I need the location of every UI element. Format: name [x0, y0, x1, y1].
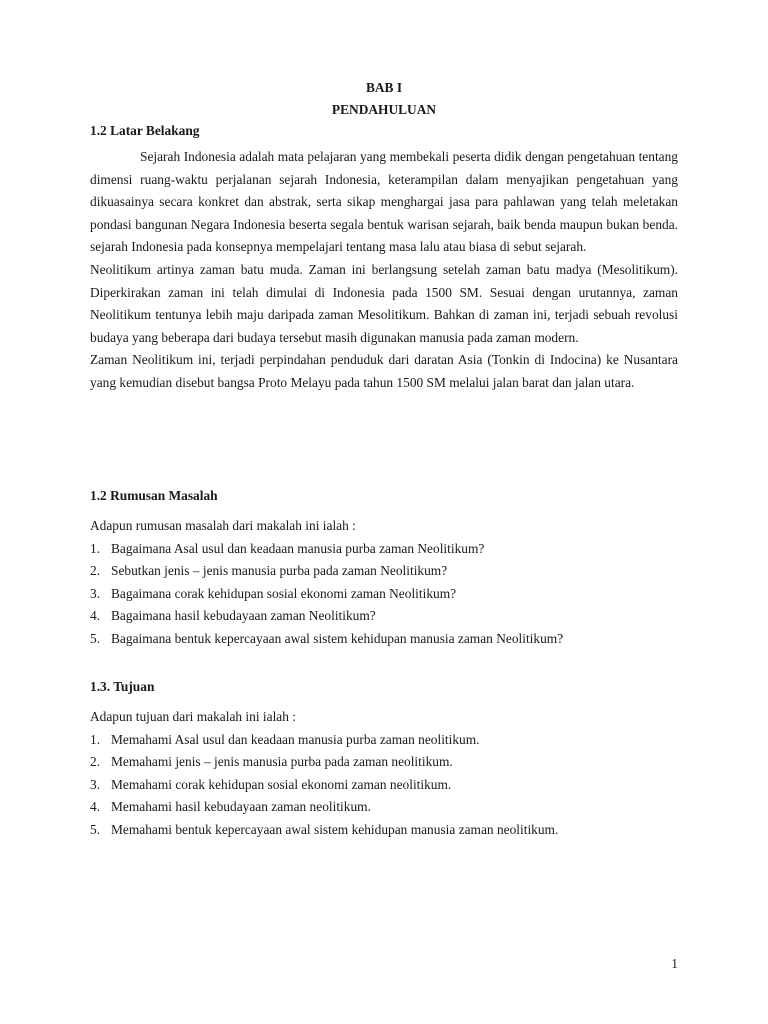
background-heading: 1.2 Latar Belakang [90, 123, 200, 138]
list-item [90, 560, 678, 583]
list-number: 5. [90, 630, 101, 646]
problems-list [90, 538, 678, 651]
list-text: Sebutkan jenis – jenis manusia purba pada zaman Neolitikum? [111, 563, 448, 578]
background-paragraph: Zaman Neolitikum ini, terjadi perpindahan penduduk dari daratan Asia (Tonkin di Indocina) ke Nusantara yang kemudian disebut bangsa Proto Melayu pada tahun 1500 SM melalui jalan barat dan jalan utara. [90, 352, 678, 390]
list-item [90, 729, 678, 752]
list-text: Bagaimana Asal usul dan keadaan manusia purba zaman Neolitikum? [111, 540, 485, 556]
list-text: Memahami hasil kebudayaan zaman neolitikum. [111, 799, 371, 814]
chapter-label: BAB I [365, 80, 403, 95]
list-text: Bagaimana hasil kebudayaan zaman Neolitikum? [111, 608, 376, 623]
background-paragraph: Neolitikum artinya zaman batu muda. Zaman ini berlangsung setelah zaman batu madya (Mesolitikum). Diperkirakan zaman ini telah dimulai di Indonesia pada 1500 SM. Sesuai dengan urutannya, zaman Neolitikum tentunya lebih maju daripada zaman Mesolitikum. Bahkan di zaman ini, terjadi sebuah revolusi budaya yang beberapa dari budaya tersebut masih digunakan manusia pada zaman modern. [90, 261, 678, 345]
chapter-header [90, 77, 678, 121]
list-item [90, 819, 678, 842]
list-text: Memahami corak kehidupan sosial ekonomi zaman neolitikum. [111, 776, 452, 792]
list-item [90, 583, 678, 606]
list-item [90, 605, 678, 628]
list-text: Memahami jenis – jenis manusia purba pada zaman neolitikum. [111, 754, 453, 769]
list-text: Bagaimana bentuk kepercayaan awal sistem kehidupan manusia zaman Neolitikum? [111, 630, 564, 646]
problems-heading: 1.2 Rumusan Masalah [90, 488, 218, 503]
list-number: 1. [90, 731, 101, 747]
list-text: Memahami Asal usul dan keadaan manusia purba zaman neolitikum. [111, 731, 480, 747]
list-number: 4. [90, 608, 101, 623]
list-number: 5. [90, 821, 101, 837]
list-item [90, 538, 678, 561]
list-item [90, 774, 678, 797]
list-number: 2. [90, 563, 101, 578]
list-number: 2. [90, 754, 101, 769]
chapter-title: PENDAHULUAN [331, 102, 437, 117]
list-item [90, 751, 678, 774]
list-item [90, 628, 678, 651]
list-number: 4. [90, 799, 101, 814]
list-number: 1. [90, 540, 101, 556]
page-number: 1 [671, 956, 678, 971]
list-text: Bagaimana corak kehidupan sosial ekonomi zaman Neolitikum? [111, 585, 457, 601]
list-item [90, 796, 678, 819]
goals-intro: Adapun tujuan dari makalah ini ialah : [90, 709, 297, 724]
background-body [90, 146, 678, 395]
list-number: 3. [90, 776, 101, 792]
problems-intro: Adapun rumusan masalah dari makalah ini ialah : [90, 518, 356, 533]
goals-list [90, 729, 678, 842]
background-paragraph: Sejarah Indonesia adalah mata pelajaran yang membekali peserta didik dengan pengetahuan tentang dimensi ruang-waktu perjalanan sejarah Indonesia, keterampilan dalam menyajikan pengetahuan yang dikuasainya secara konkret dan abstrak, serta sikap menghargai jasa para pahlawan yang telah meletakan pondasi bangunan Negara Indonesia beserta segala bentuk warisan sejarah, baik benda maupun bukan benda. sejarah Indonesia pada konsepnya mempelajari tentang masa lalu atau biasa di sebut sejarah. [90, 149, 678, 255]
goals-heading: 1.3. Tujuan [90, 679, 155, 694]
problems-section [90, 515, 678, 650]
list-number: 3. [90, 585, 101, 601]
goals-section [90, 706, 678, 841]
list-text: Memahami bentuk kepercayaan awal sistem kehidupan manusia zaman neolitikum. [111, 821, 559, 837]
